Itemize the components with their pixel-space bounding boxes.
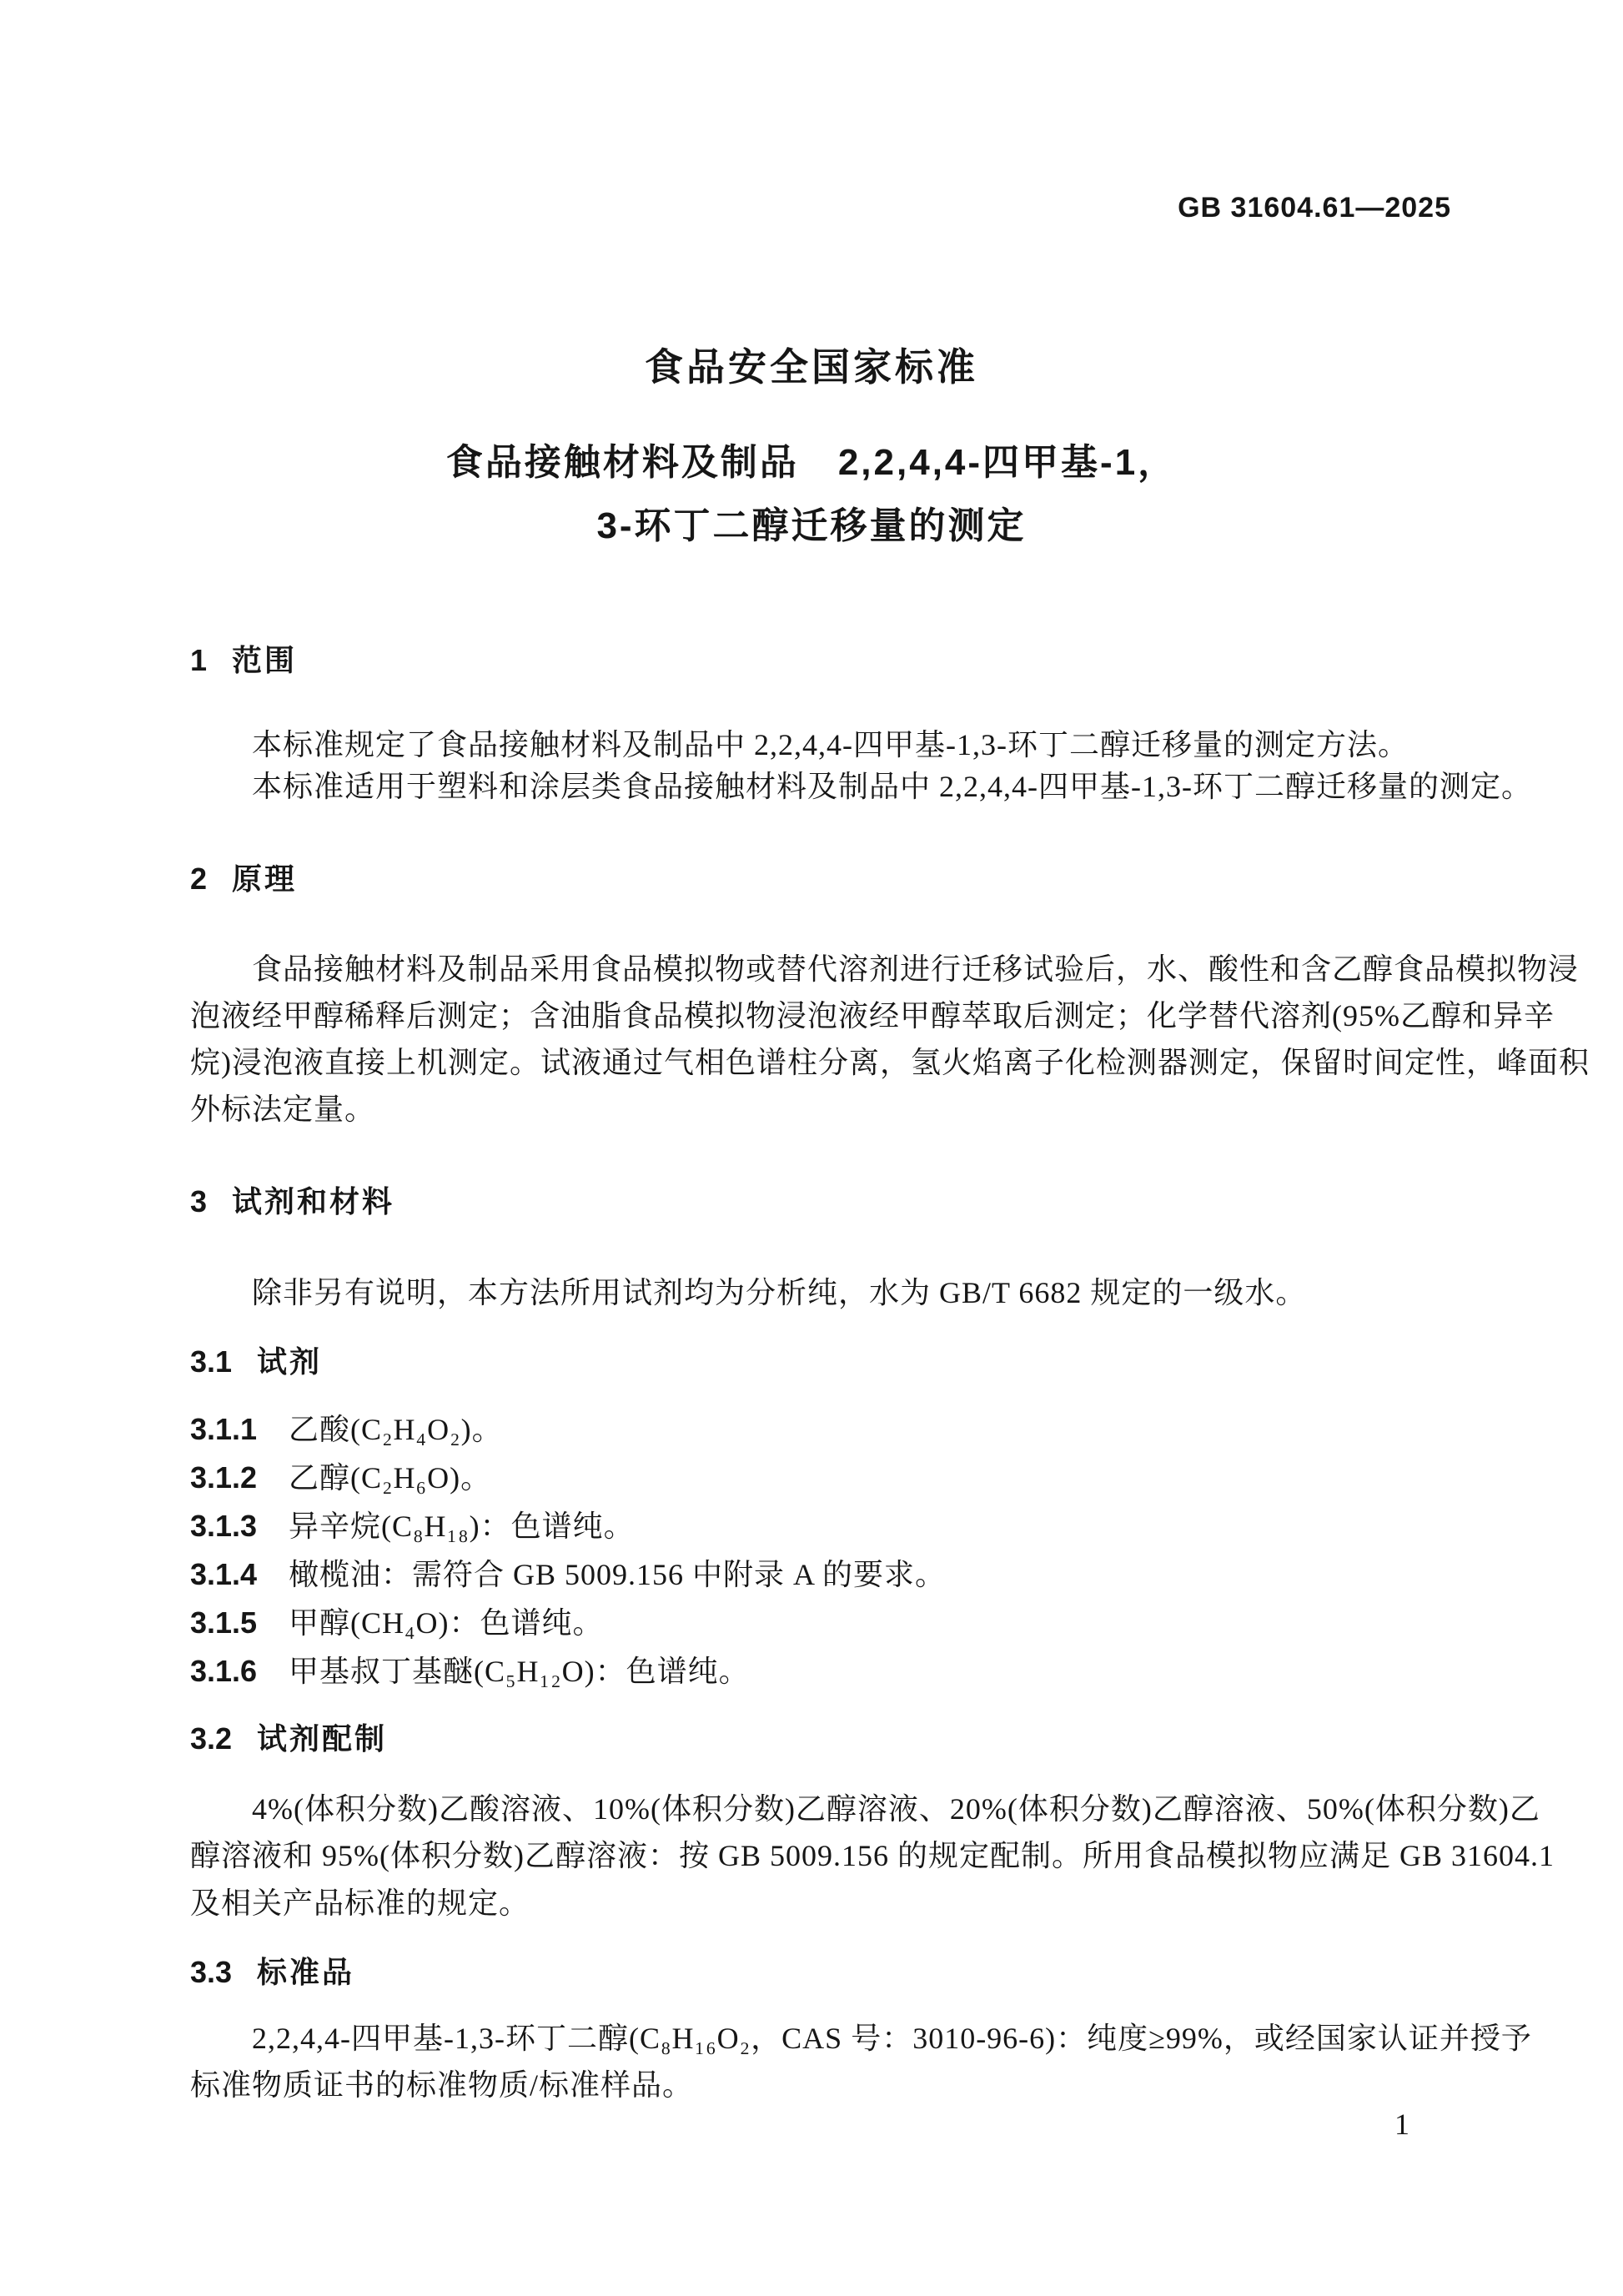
section-3-title: 试剂和材料 xyxy=(232,1184,395,1218)
clause-3-1-4-number: 3.1.4 xyxy=(190,1557,258,1591)
clause-3-1-1-number: 3.1.1 xyxy=(190,1412,258,1446)
section-3-2-line-1: 4%(体积分数)乙酸溶液、10%(体积分数)乙醇溶液、20%(体积分数)乙醇溶液、50%(体积分数)乙 xyxy=(252,1792,1540,1826)
page-number: 1 xyxy=(1394,2108,1409,2141)
section-3-1-heading xyxy=(190,1342,322,1382)
section-3-number: 3 xyxy=(190,1184,208,1218)
clause-3-1-3-text: 异辛烷(C₈H₁₈)：色谱纯。 xyxy=(289,1510,635,1543)
clause-3-1-1 xyxy=(190,1409,503,1449)
section-3-3-heading xyxy=(190,1952,354,1992)
section-1-title: 范围 xyxy=(232,643,298,677)
section-3-2-title: 试剂配制 xyxy=(257,1721,388,1756)
section-3-3-title: 标准品 xyxy=(257,1955,355,1989)
section-1-heading xyxy=(190,641,297,681)
section-3-1-number: 3.1 xyxy=(190,1344,233,1379)
section-3-2-heading xyxy=(190,1719,387,1759)
clause-3-1-1-text: 乙酸(C₂H₄O₂)。 xyxy=(289,1413,503,1446)
section-1-paragraph-1: 本标准规定了食品接触材料及制品中 2,2,4,4-四甲基-1,3-环丁二醇迁移量的测定方法。 xyxy=(252,728,1409,761)
doc-title-line2: 食品接触材料及制品 2,2,4,4-四甲基-1， xyxy=(445,442,1178,483)
section-2-heading xyxy=(190,859,297,899)
section-3-3-line-1: 2,2,4,4-四甲基-1,3-环丁二醇(C₈H₁₆O₂，CAS 号：3010-96-6)：纯度≥99%，或经国家认证并授予 xyxy=(252,2022,1532,2055)
clause-3-1-6-number: 3.1.6 xyxy=(190,1654,258,1688)
standard-code: GB 31604.61—2025 xyxy=(1178,192,1451,224)
clause-3-1-2 xyxy=(190,1458,491,1498)
clause-3-1-3-number: 3.1.3 xyxy=(190,1509,258,1543)
clause-3-1-6 xyxy=(190,1651,750,1691)
section-3-2-number: 3.2 xyxy=(190,1721,233,1756)
section-2-title: 原理 xyxy=(232,862,298,896)
section-3-3-line-2: 标准物质证书的标准物质/标准样品。 xyxy=(190,2068,694,2102)
clause-3-1-3 xyxy=(190,1506,635,1546)
section-3-3-number: 3.3 xyxy=(190,1955,233,1989)
clause-3-1-5-number: 3.1.5 xyxy=(190,1605,258,1640)
section-1-paragraph-2: 本标准适用于塑料和涂层类食品接触材料及制品中 2,2,4,4-四甲基-1,3-环丁二醇迁移量的测定。 xyxy=(252,770,1532,803)
section-2-line-3: 烷)浸泡液直接上机测定。试液通过气相色谱柱分离，氢火焰离子化检测器测定，保留时间定性，峰面积 xyxy=(190,1046,1590,1079)
doc-title-line3: 3-环丁二醇迁移量的测定 xyxy=(596,505,1027,546)
clause-3-1-5 xyxy=(190,1603,604,1643)
section-3-heading xyxy=(190,1182,394,1222)
section-3-2-line-2: 醇溶液和 95%(体积分数)乙醇溶液：按 GB 5009.156 的规定配制。所用食品模拟物应满足 GB 31604.1 xyxy=(190,1839,1555,1872)
clause-3-1-4 xyxy=(190,1555,946,1595)
section-2-number: 2 xyxy=(190,862,208,896)
doc-title-line1: 食品安全国家标准 xyxy=(645,345,978,389)
clause-3-1-2-text: 乙醇(C₂H₆O)。 xyxy=(289,1461,492,1495)
section-3-2-line-3: 及相关产品标准的规定。 xyxy=(190,1887,530,1920)
clause-3-1-5-text: 甲醇(CH₄O)：色谱纯。 xyxy=(289,1606,604,1640)
section-3-intro: 除非另有说明，本方法所用试剂均为分析纯，水为 GB/T 6682 规定的一级水。 xyxy=(252,1276,1307,1309)
section-2-line-4: 外标法定量。 xyxy=(190,1093,376,1126)
clause-3-1-2-number: 3.1.2 xyxy=(190,1460,258,1495)
clause-3-1-6-text: 甲基叔丁基醚(C₅H₁₂O)：色谱纯。 xyxy=(289,1655,750,1688)
section-3-1-title: 试剂 xyxy=(257,1344,323,1379)
section-2-line-1: 食品接触材料及制品采用食品模拟物或替代溶剂进行迁移试验后，水、酸性和含乙醇食品模拟物浸 xyxy=(252,952,1580,986)
section-2-line-2: 泡液经甲醇稀释后测定；含油脂食品模拟物浸泡液经甲醇萃取后测定；化学替代溶剂(95%乙醇和异辛 xyxy=(190,999,1555,1032)
clause-3-1-4-text: 橄榄油：需符合 GB 5009.156 中附录 A 的要求。 xyxy=(289,1558,947,1591)
section-1-number: 1 xyxy=(190,643,208,677)
